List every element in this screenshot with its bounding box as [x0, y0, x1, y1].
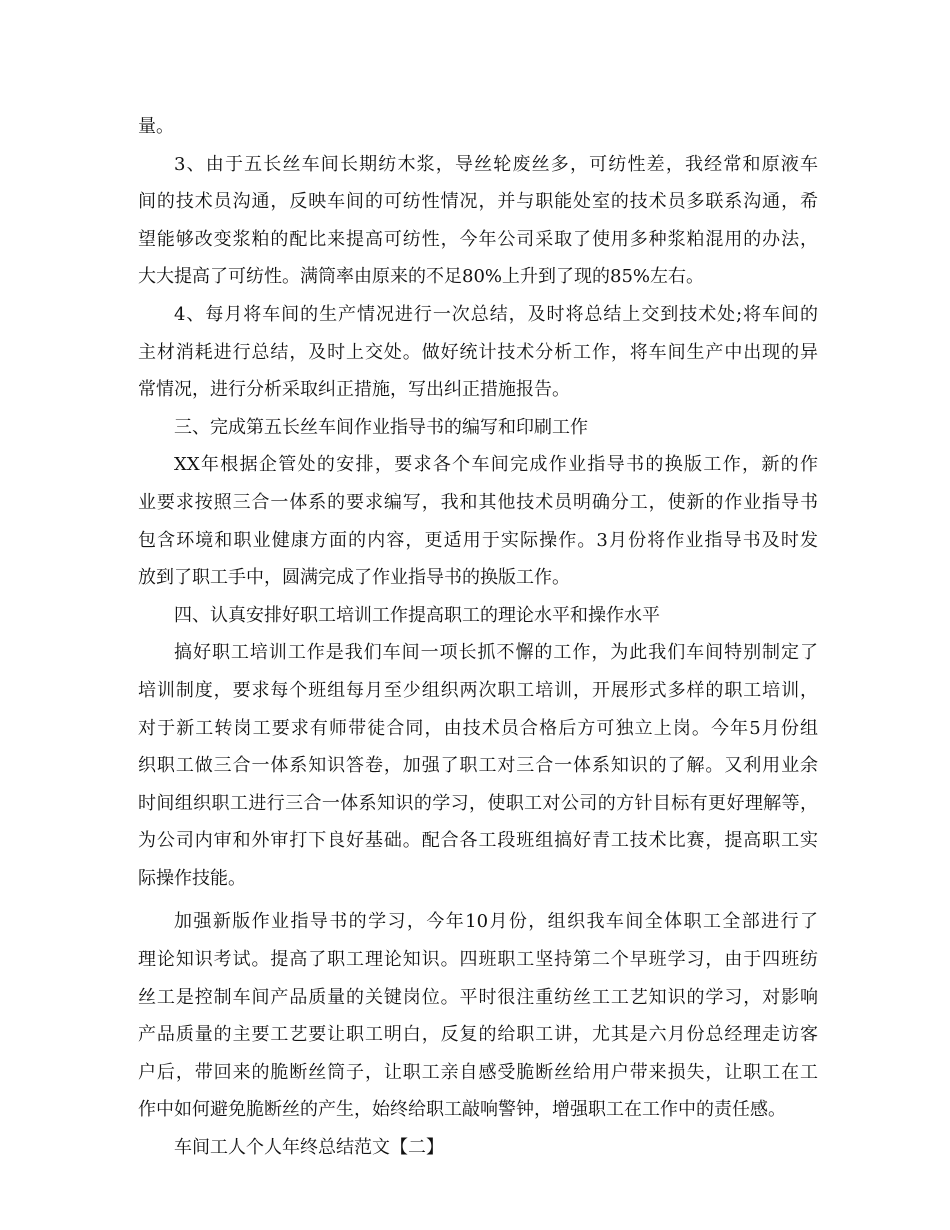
- text-line: 间的技术员沟通，反映车间的可纺性情况，并与职能处室的技术员多联系沟通，希: [138, 191, 818, 213]
- document-body: [138, 108, 818, 1167]
- text-line: 望能够改变浆粕的配比来提高可纺性，今年公司采取了使用多种浆粕混用的办法，: [138, 228, 818, 250]
- section-heading-3: [138, 409, 818, 447]
- paragraph-6: [138, 903, 818, 1129]
- paragraph-5: [138, 634, 818, 897]
- text-line: 际操作技能。: [138, 867, 246, 889]
- text-line: 主材消耗进行总结，及时上交处。做好统计技术分析工作，将车间生产中出现的异: [138, 341, 818, 363]
- text-line: 作中如何避免脆断丝的产生，始终给职工敲响警钟，增强职工在工作中的责任感。: [138, 1099, 786, 1121]
- text-line: 培训制度，要求每个班组每月至少组织两次职工培训，开展形式多样的职工培训，: [138, 679, 818, 701]
- text-line: 加强新版作业指导书的学习，今年10月份，组织我车间全体职工全部进行了: [174, 911, 818, 933]
- text-line: 常情况，进行分析采取纠正措施，写出纠正措施报告。: [138, 379, 570, 401]
- text-line: 量。: [138, 116, 174, 137]
- text-line: 织职工做三合一体系知识答卷，加强了职工对三合一体系知识的了解。又利用业余: [138, 755, 818, 777]
- text-line: 丝工是控制车间产品质量的关键岗位。平时很注重纺丝工工艺知识的学习，对影响: [138, 986, 818, 1008]
- text-line: 产品质量的主要工艺要让职工明白，反复的给职工讲，尤其是六月份总经理走访客: [138, 1024, 818, 1046]
- text-line: XX年根据企管处的安排，要求各个车间完成作业指导书的换版工作，新的作: [174, 454, 818, 476]
- paragraph-4: [138, 446, 818, 596]
- paragraph-1: [138, 108, 818, 146]
- paragraph-2: [138, 146, 818, 296]
- section-heading: 四、认真安排好职工培训工作提高职工的理论水平和操作水平: [174, 604, 660, 626]
- paragraph-3: [138, 296, 818, 409]
- text-line: 搞好职工培训工作是我们车间一项长抓不懈的工作，为此我们车间特别制定了: [174, 642, 818, 664]
- text-line: 时间组织职工进行三合一体系知识的学习，使职工对公司的方针目标有更好理解等，: [138, 792, 818, 814]
- section-heading-4: [138, 597, 818, 635]
- text-line: 户后，带回来的脆断丝筒子，让职工亲自感受脆断丝给用户带来损失，让职工在工: [138, 1061, 818, 1083]
- text-line: 业要求按照三合一体系的要求编写，我和其他技术员明确分工，使新的作业指导书: [138, 491, 818, 513]
- text-line: 3、由于五长丝车间长期纺木浆，导丝轮废丝多，可纺性差，我经常和原液车: [174, 153, 818, 175]
- text-line: 理论知识考试。提高了职工理论知识。四班职工坚持第二个早班学习，由于四班纺: [138, 949, 818, 971]
- text-line: 放到了职工手中，圆满完成了作业指导书的换版工作。: [138, 567, 570, 589]
- text-line: 大大提高了可纺性。满筒率由原来的不足80%上升到了现的85%左右。: [138, 266, 705, 288]
- text-line: 包含环境和职业健康方面的内容，更适用于实际操作。3月份将作业指导书及时发: [138, 529, 818, 551]
- section-heading: 三、完成第五长丝车间作业指导书的编写和印刷工作: [174, 416, 588, 438]
- text-line: 4、每月将车间的生产情况进行一次总结，及时将总结上交到技术处;将车间的: [174, 303, 818, 325]
- text-line: 为公司内审和外审打下良好基础。配合各工段班组搞好青工技术比赛，提高职工实: [138, 830, 818, 852]
- section-title-2: [138, 1129, 818, 1167]
- section-title: 车间工人个人年终总结范文【二】: [174, 1137, 444, 1159]
- text-line: 对于新工转岗工要求有师带徒合同，由技术员合格后方可独立上岗。今年5月份组: [138, 717, 818, 739]
